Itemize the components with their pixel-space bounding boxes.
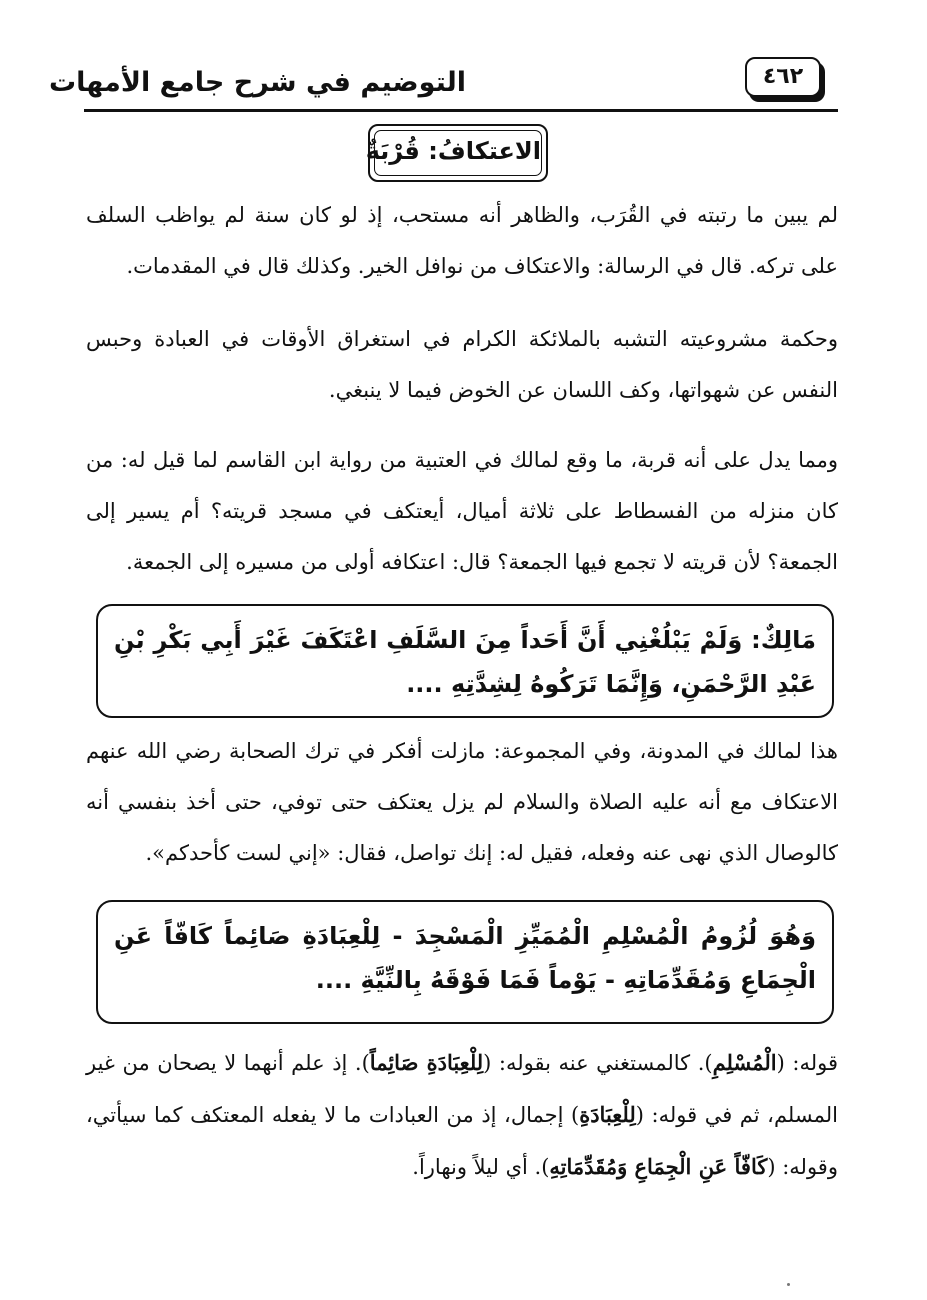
p5-text-4: ) إجمال، إذ من العبادات ما لا يفعله المعتكف كما سيأتي، وقوله: ( bbox=[86, 1103, 838, 1179]
matn-box-2: وَهُوَ لُزُومُ الْمُسْلِمِ الْمُمَيِّزِ الْمَسْجِدَ - لِلْعِبَادَةِ صَائِماً كَافّاً عَنِ الْجِمَاعِ وَمُقَدِّمَاتِهِ - يَوْماً فَمَا فَوْقَهُ بِالنِّيَّةِ .... bbox=[96, 900, 834, 1024]
p5-quote-kaff: كَافّاً عَنِ الْجِمَاعِ وَمُقَدِّمَاتِهِ bbox=[549, 1154, 768, 1179]
p5-quote-ibada: لِلْعِبَادَةِ bbox=[579, 1102, 636, 1127]
p5-text-3: ). إذ علم أنهما لا يصحان من غير المسلم، ثم في قوله: ( bbox=[86, 1051, 838, 1127]
p5-text-2: ). كالمستغني عنه بقوله: ( bbox=[483, 1051, 713, 1075]
section-heading-box bbox=[365, 124, 548, 182]
section-heading: الاعتكافُ: قُرْبَةٌ bbox=[374, 130, 542, 176]
scan-speck bbox=[787, 1283, 790, 1286]
running-header-title: التوضيم في شرح جامع الأمهات bbox=[49, 67, 466, 98]
paragraph-2: وحكمة مشروعيته التشبه بالملائكة الكرام في استغراق الأوقات في العبادة وحبس النفس عن شهواتها، وكف اللسان عن الخوض فيما لا ينبغي. bbox=[86, 327, 838, 402]
p5-quote-muslim: الْمُسْلِمِ bbox=[712, 1050, 777, 1075]
matn-box-1: مَالِكٌ: وَلَمْ يَبْلُغْنِي أَنَّ أَحَداً مِنَ السَّلَفِ اعْتَكَفَ غَيْرَ أَبِي بَكْرِ بْنِ عَبْدِ الرَّحْمَنِ، وَإِنَّمَا تَرَكُوهُ لِشِدَّتِهِ .... bbox=[96, 604, 834, 718]
paragraph-3: ومما يدل على أنه قربة، ما وقع لمالك في العتبية من رواية ابن القاسم لما قيل له: من كان منزله من الفسطاط على ثلاثة أميال، أيعتكف في مسجد قريته؟ أم يسير إلى الجمعة؟ لأن قريته لا تجمع فيها الجمعة؟ قال: اعتكافه أولى من مسيره إلى الجمعة. bbox=[86, 448, 838, 574]
paragraph-5 bbox=[86, 1037, 838, 1193]
page-number: ٤٦٢ bbox=[745, 57, 821, 97]
p5-text-1: قوله: ( bbox=[776, 1051, 838, 1075]
paragraph-4: هذا لمالك في المدونة، وفي المجموعة: مازلت أفكر في ترك الصحابة رضي الله عنهم الاعتكاف مع أنه عليه الصلاة والسلام لم يزل يعتكف حتى توفي، حتى أخذ بنفسي أنه كالوصال الذي نهى عنه وفعله، فقيل له: إنك تواصل، فقال: «إني لست كأحدكم». bbox=[86, 739, 838, 865]
header-rule bbox=[84, 109, 838, 112]
paragraph-1: لم يبين ما رتبته في القُرَب، والظاهر أنه مستحب، إذ لو كان سنة لم يواظب السلف على تركه. قال في الرسالة: والاعتكاف من نوافل الخير. وكذلك قال في المقدمات. bbox=[86, 203, 838, 278]
p5-quote-ibada-saim: لِلْعِبَادَةِ صَائِماً bbox=[369, 1050, 484, 1075]
p5-text-5: ). أي ليلاً ونهاراً. bbox=[412, 1155, 550, 1179]
